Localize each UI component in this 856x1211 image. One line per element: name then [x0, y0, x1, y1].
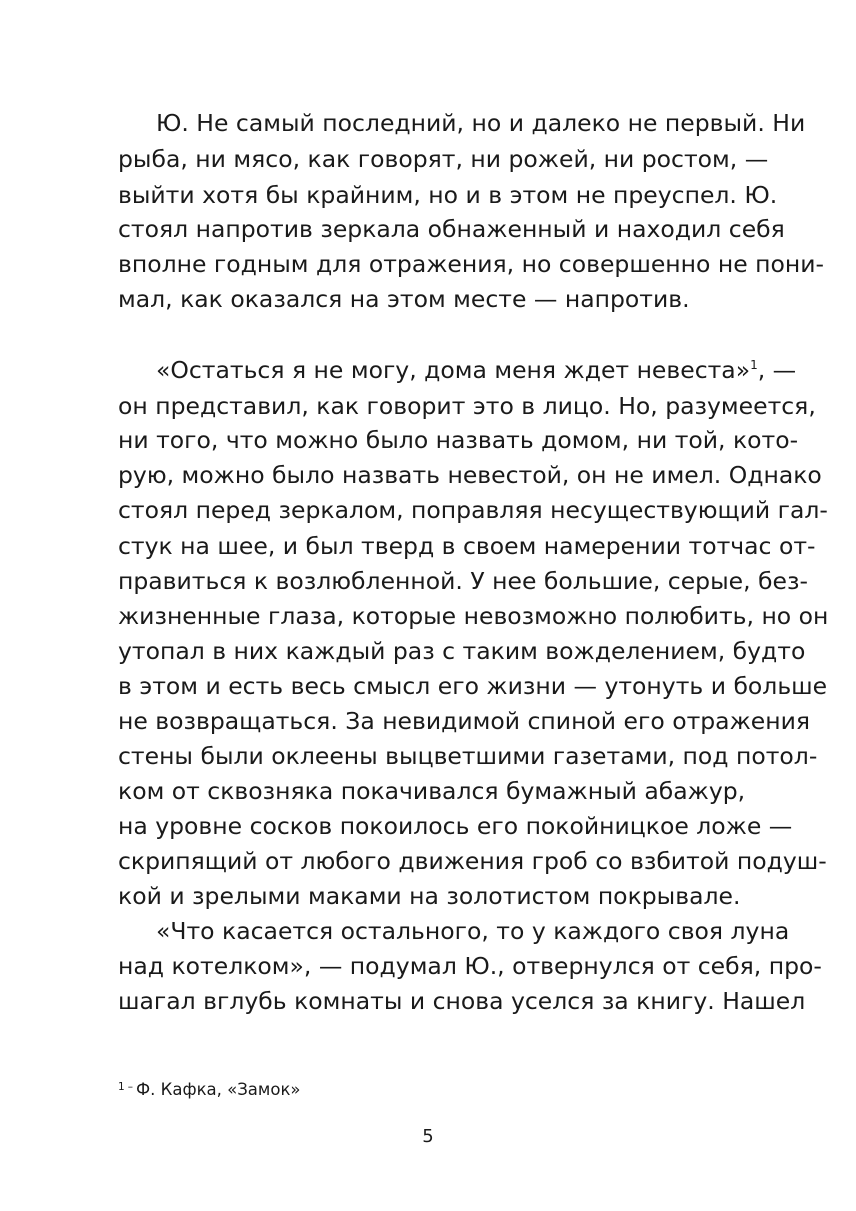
paragraph-2-line: стены были оклеены выцветшими газетами, под потол-: [118, 742, 818, 770]
footnote-dash: –: [127, 1081, 133, 1093]
paragraph-2-line: на уровне сосков покоилось его покойницкое ложе —: [118, 812, 793, 840]
paragraph-2-first-line: [156, 350, 797, 390]
paragraph-2-line: не возвращаться. За невидимой спиной его отражения: [118, 707, 810, 735]
paragraph-1-line: выйти хотя бы крайним, но и в этом не преуспел. Ю.: [118, 181, 778, 209]
footnote-number: 1: [118, 1081, 125, 1093]
paragraph-2-first-line-tail: , —: [757, 356, 797, 384]
paragraph-2-line: ком от сквозняка покачивался бумажный абажур,: [118, 777, 746, 805]
paragraph-2-first-line-text: «Остаться я не могу, дома меня ждет невеста»: [156, 356, 751, 384]
footnote-text: Ф. Кафка, «Замок»: [135, 1080, 301, 1099]
paragraph-2-line: жизненные глаза, которые невозможно полюбить, но он: [118, 602, 829, 630]
paragraph-2-line: утопал в них каждый раз с таким вожделением, будто: [118, 637, 806, 665]
paragraph-3-line: «Что касается остального, то у каждого своя луна: [156, 917, 790, 945]
paragraph-2-line: стоял перед зеркалом, поправляя несуществующий гал-: [118, 496, 828, 524]
paragraph-1-line: рыба, ни мясо, как говорят, ни рожей, ни ростом, —: [118, 145, 769, 173]
paragraph-1-line: Ю. Не самый последний, но и далеко не первый. Ни: [156, 109, 806, 137]
paragraph-2-line: в этом и есть весь смысл его жизни — утонуть и больше: [118, 672, 828, 700]
paragraph-3-line: шагал вглубь комнаты и снова уселся за книгу. Нашел: [118, 987, 806, 1015]
paragraph-2-line: рую, можно было назвать невестой, он не имел. Однако: [118, 461, 822, 489]
paragraph-2-line: кой и зрелыми маками на золотистом покрывале.: [118, 882, 741, 910]
paragraph-2-line: скрипящий от любого движения гроб со взбитой подуш-: [118, 847, 827, 875]
footnote-reference: 1: [750, 358, 758, 373]
paragraph-2-line: ни того, что можно было назвать домом, ни той, кото-: [118, 426, 799, 454]
paragraph-1-line: стоял напротив зеркала обнаженный и находил себя: [118, 215, 785, 243]
footnote: [118, 1074, 301, 1103]
paragraph-3-line: над котелком», — подумал Ю., отвернулся от себя, про-: [118, 952, 822, 980]
paragraph-2-line: правиться к возлюбленной. У нее большие, серые, без-: [118, 567, 808, 595]
paragraph-1-line: мал, как оказался на этом месте — напротив.: [118, 285, 690, 313]
page-number: 5: [422, 1126, 434, 1147]
paragraph-2-line: он представил, как говорит это в лицо. Но, разумеется,: [118, 392, 816, 420]
paragraph-1-line: вполне годным для отражения, но совершенно не пони-: [118, 250, 825, 278]
paragraph-2-line: стук на шее, и был тверд в своем намерении тотчас от-: [118, 532, 816, 560]
